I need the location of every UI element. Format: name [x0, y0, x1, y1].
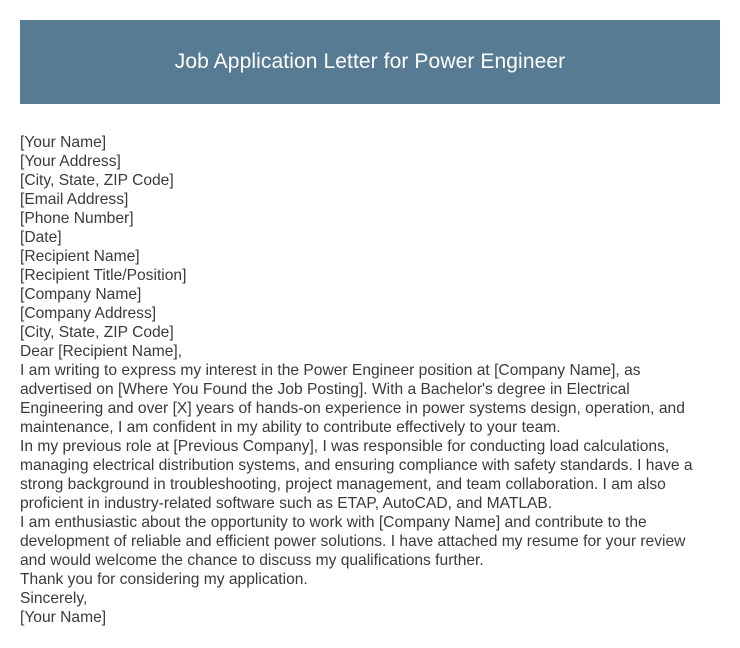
sender-name: [Your Name]	[20, 134, 107, 151]
paragraph-experience	[20, 437, 720, 513]
closing-line: Sincerely,	[20, 590, 88, 607]
paragraph-enthusiasm	[20, 513, 720, 570]
paragraph-line: development of reliable and efficient power solutions. I have attached my resume for your review	[20, 533, 686, 550]
recipient-address: [Company Address]	[20, 305, 157, 322]
salutation: Dear [Recipient Name],	[20, 343, 183, 360]
paragraph-line: In my previous role at [Previous Company], I was responsible for conducting load calculations,	[20, 438, 670, 455]
paragraph-line: managing electrical distribution systems, and ensuring compliance with safety standards. I have a	[20, 457, 693, 474]
sender-email: [Email Address]	[20, 191, 129, 208]
thanks-line: Thank you for considering my application.	[20, 571, 308, 588]
paragraph-line: and would welcome the chance to discuss my qualifications further.	[20, 552, 484, 569]
page-title: Job Application Letter for Power Engineer	[174, 50, 566, 73]
paragraph-line: Engineering and over [X] years of hands-on experience in power systems design, operation, and	[20, 400, 685, 417]
sender-block	[20, 133, 720, 247]
paragraph-line: advertised on [Where You Found the Job Posting]. With a Bachelor's degree in Electrical	[20, 381, 630, 398]
recipient-company: [Company Name]	[20, 286, 142, 303]
recipient-city: [City, State, ZIP Code]	[20, 324, 174, 341]
header-banner	[20, 20, 720, 104]
paragraph-line: strong background in troubleshooting, project management, and team collaboration. I am also	[20, 476, 666, 493]
recipient-name: [Recipient Name]	[20, 248, 140, 265]
recipient-title: [Recipient Title/Position]	[20, 267, 187, 284]
paragraph-intro	[20, 361, 720, 437]
sender-phone: [Phone Number]	[20, 210, 134, 227]
signature-line: [Your Name]	[20, 609, 107, 626]
recipient-block	[20, 247, 720, 342]
paragraph-line: I am writing to express my interest in the Power Engineer position at [Company Name], as	[20, 362, 641, 379]
paragraph-line: maintenance, I am confident in my ability to contribute effectively to your team.	[20, 419, 561, 436]
paragraph-line: I am enthusiastic about the opportunity to work with [Company Name] and contribute to the	[20, 514, 647, 531]
paragraph-line: proficient in industry-related software such as ETAP, AutoCAD, and MATLAB.	[20, 495, 553, 512]
letter-body	[20, 133, 720, 627]
sender-address: [Your Address]	[20, 153, 121, 170]
sender-city: [City, State, ZIP Code]	[20, 172, 174, 189]
letter-date: [Date]	[20, 229, 62, 246]
